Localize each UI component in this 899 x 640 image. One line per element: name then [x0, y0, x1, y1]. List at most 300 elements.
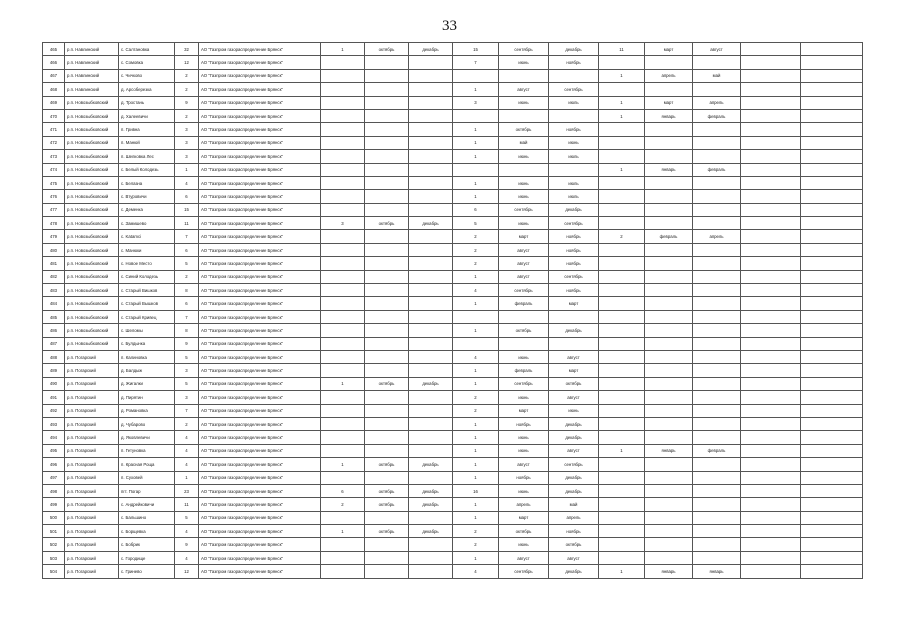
- table-cell: д. Яковлевичи: [119, 431, 175, 444]
- table-cell: 3: [175, 364, 199, 377]
- table-cell: август: [499, 551, 549, 564]
- table-cell: [741, 324, 801, 337]
- table-cell: с. Чичково: [119, 69, 175, 82]
- table-cell: [453, 109, 499, 122]
- table-cell: п. Шелковка Лес: [119, 150, 175, 163]
- table-cell: [321, 270, 365, 283]
- table-cell: [645, 511, 693, 524]
- table-cell: [365, 83, 409, 96]
- table-cell: [741, 190, 801, 203]
- table-cell: декабрь: [549, 43, 599, 56]
- table-cell: [409, 297, 453, 310]
- table-cell: [645, 431, 693, 444]
- table-cell: [409, 163, 453, 176]
- table-cell: 2: [453, 391, 499, 404]
- table-cell: 479: [43, 230, 65, 243]
- table-cell: ноябрь: [549, 525, 599, 538]
- table-cell: [645, 257, 693, 270]
- table-cell: октябрь: [365, 43, 409, 56]
- table-cell: [801, 525, 863, 538]
- table-cell: [409, 404, 453, 417]
- table-cell: март: [549, 364, 599, 377]
- table-cell: ноябрь: [549, 284, 599, 297]
- table-cell: [409, 337, 453, 350]
- table-cell: р.п. Погарский: [65, 484, 119, 497]
- table-cell: [409, 284, 453, 297]
- table-cell: июнь: [499, 176, 549, 189]
- table-cell: [549, 310, 599, 323]
- table-cell: АО "Газпром газораспределение Брянск": [199, 350, 321, 363]
- table-cell: [741, 297, 801, 310]
- table-cell: [365, 391, 409, 404]
- table-cell: АО "Газпром газораспределение Брянск": [199, 284, 321, 297]
- table-cell: 2: [175, 69, 199, 82]
- table-cell: 2: [175, 109, 199, 122]
- table-cell: с. Втуровичи: [119, 190, 175, 203]
- table-cell: октябрь: [499, 123, 549, 136]
- table-cell: [599, 123, 645, 136]
- table-cell: 4: [453, 284, 499, 297]
- table-row: [43, 109, 863, 122]
- table-row: [43, 203, 863, 216]
- table-cell: [801, 176, 863, 189]
- table-cell: [365, 324, 409, 337]
- table-cell: АО "Газпром газораспределение Брянск": [199, 203, 321, 216]
- table-cell: [365, 431, 409, 444]
- table-cell: [801, 69, 863, 82]
- table-cell: [409, 190, 453, 203]
- table-cell: [365, 364, 409, 377]
- table-cell: февраль: [499, 364, 549, 377]
- table-cell: апрель: [693, 96, 741, 109]
- table-cell: [599, 350, 645, 363]
- table-cell: [645, 498, 693, 511]
- table-cell: 480: [43, 243, 65, 256]
- table-cell: [599, 83, 645, 96]
- table-cell: 473: [43, 150, 65, 163]
- table-cell: [645, 404, 693, 417]
- table-cell: март: [499, 404, 549, 417]
- table-cell: [409, 257, 453, 270]
- table-cell: 4: [175, 525, 199, 538]
- table-cell: [321, 404, 365, 417]
- table-cell: [645, 297, 693, 310]
- table-cell: октябрь: [365, 217, 409, 230]
- table-cell: 3: [175, 391, 199, 404]
- table-cell: АО "Газпром газораспределение Брянск": [199, 551, 321, 564]
- table-cell: [693, 377, 741, 390]
- table-cell: март: [499, 511, 549, 524]
- table-cell: [645, 377, 693, 390]
- table-cell: 1: [453, 190, 499, 203]
- table-row: [43, 565, 863, 578]
- table-cell: [693, 176, 741, 189]
- table-cell: [801, 471, 863, 484]
- table-cell: 4: [453, 565, 499, 578]
- table-cell: 2: [453, 257, 499, 270]
- table-cell: [693, 511, 741, 524]
- table-cell: р.п. Новозыбковский: [65, 176, 119, 189]
- table-cell: [365, 230, 409, 243]
- table-cell: [645, 538, 693, 551]
- table-cell: 1: [453, 150, 499, 163]
- table-cell: [365, 511, 409, 524]
- table-cell: р.п. Новозыбковский: [65, 284, 119, 297]
- table-cell: [453, 69, 499, 82]
- table-cell: 7: [175, 404, 199, 417]
- table-cell: [693, 243, 741, 256]
- table-cell: 4: [175, 431, 199, 444]
- table-cell: [321, 324, 365, 337]
- table-cell: [741, 257, 801, 270]
- table-cell: 2: [453, 243, 499, 256]
- table-cell: 483: [43, 284, 65, 297]
- table-cell: [599, 257, 645, 270]
- table-cell: [693, 217, 741, 230]
- table-cell: [693, 150, 741, 163]
- table-cell: пгт. Погар: [119, 484, 175, 497]
- table-cell: д. Романовка: [119, 404, 175, 417]
- table-cell: [365, 150, 409, 163]
- table-cell: 4: [175, 458, 199, 471]
- table-cell: октябрь: [365, 525, 409, 538]
- table-cell: 467: [43, 69, 65, 82]
- table-cell: [409, 538, 453, 551]
- table-cell: 500: [43, 511, 65, 524]
- table-cell: [801, 56, 863, 69]
- table-cell: АО "Газпром газораспределение Брянск": [199, 498, 321, 511]
- table-cell: март: [549, 297, 599, 310]
- table-cell: р.п. Новозыбковский: [65, 150, 119, 163]
- table-cell: 2: [175, 417, 199, 430]
- table-cell: [321, 123, 365, 136]
- table-cell: апрель: [549, 511, 599, 524]
- table-cell: [599, 511, 645, 524]
- table-cell: март: [645, 43, 693, 56]
- table-row: [43, 284, 863, 297]
- table-cell: август: [549, 350, 599, 363]
- table-row: [43, 69, 863, 82]
- table-cell: [365, 310, 409, 323]
- table-cell: [693, 324, 741, 337]
- table-cell: д. Чубарово: [119, 417, 175, 430]
- table-cell: [599, 243, 645, 256]
- table-row: [43, 217, 863, 230]
- table-cell: [409, 444, 453, 457]
- table-cell: [321, 69, 365, 82]
- table-cell: [741, 538, 801, 551]
- table-cell: июнь: [499, 431, 549, 444]
- table-cell: [801, 136, 863, 149]
- table-cell: 2: [453, 525, 499, 538]
- table-cell: 1: [321, 377, 365, 390]
- table-cell: октябрь: [499, 525, 549, 538]
- table-cell: [693, 284, 741, 297]
- table-cell: [801, 498, 863, 511]
- table-cell: 476: [43, 190, 65, 203]
- table-cell: 5: [175, 511, 199, 524]
- table-cell: д. Жигалки: [119, 377, 175, 390]
- table-cell: [321, 444, 365, 457]
- table-cell: [365, 123, 409, 136]
- table-cell: [741, 565, 801, 578]
- table-cell: [693, 257, 741, 270]
- table-cell: [741, 377, 801, 390]
- table-cell: с. Гринево: [119, 565, 175, 578]
- table-cell: [693, 498, 741, 511]
- table-cell: 497: [43, 471, 65, 484]
- table-cell: 1: [175, 163, 199, 176]
- table-cell: 492: [43, 404, 65, 417]
- table-cell: р.п. Погарский: [65, 498, 119, 511]
- table-cell: 15: [175, 203, 199, 216]
- table-cell: р.п. Новозыбковский: [65, 243, 119, 256]
- table-cell: [409, 96, 453, 109]
- table-cell: [599, 391, 645, 404]
- table-cell: 7: [453, 56, 499, 69]
- table-cell: [801, 257, 863, 270]
- table-cell: [801, 364, 863, 377]
- table-cell: [693, 458, 741, 471]
- table-cell: 495: [43, 444, 65, 457]
- table-cell: р.п. Новозыбковский: [65, 190, 119, 203]
- table-cell: р.п. Новозыбковский: [65, 337, 119, 350]
- table-cell: январь: [645, 444, 693, 457]
- table-cell: 1: [453, 377, 499, 390]
- table-cell: р.п. Погарский: [65, 431, 119, 444]
- table-cell: [599, 498, 645, 511]
- table-cell: р.п. Новозыбковский: [65, 123, 119, 136]
- table-cell: 2: [453, 404, 499, 417]
- table-cell: АО "Газпром газораспределение Брянск": [199, 484, 321, 497]
- table-cell: [599, 525, 645, 538]
- table-cell: [693, 310, 741, 323]
- table-cell: 1: [453, 444, 499, 457]
- table-cell: 1: [175, 471, 199, 484]
- table-cell: р.п. Новозыбковский: [65, 270, 119, 283]
- table-cell: 498: [43, 484, 65, 497]
- table-cell: АО "Газпром газораспределение Брянск": [199, 337, 321, 350]
- table-cell: октябрь: [365, 484, 409, 497]
- table-cell: [321, 417, 365, 430]
- table-cell: с. Городище: [119, 551, 175, 564]
- table-row: [43, 243, 863, 256]
- table-cell: сентябрь: [549, 458, 599, 471]
- table-cell: август: [499, 257, 549, 270]
- table-cell: [801, 230, 863, 243]
- table-cell: [409, 243, 453, 256]
- table-cell: [801, 551, 863, 564]
- table-cell: 468: [43, 83, 65, 96]
- table-cell: [741, 203, 801, 216]
- table-row: [43, 324, 863, 337]
- table-cell: сентябрь: [499, 43, 549, 56]
- table-cell: [801, 458, 863, 471]
- table-cell: с. Замишево: [119, 217, 175, 230]
- table-cell: [321, 511, 365, 524]
- table-cell: [365, 350, 409, 363]
- table-cell: декабрь: [549, 203, 599, 216]
- table-cell: АО "Газпром газораспределение Брянск": [199, 217, 321, 230]
- table-cell: д. Балдыж: [119, 364, 175, 377]
- table-cell: [321, 284, 365, 297]
- table-cell: р.п. Новозыбковский: [65, 257, 119, 270]
- table-cell: д. Тростань: [119, 96, 175, 109]
- table-cell: ноябрь: [499, 417, 549, 430]
- table-cell: 2: [453, 538, 499, 551]
- table-cell: 487: [43, 337, 65, 350]
- table-cell: р.п. Погарский: [65, 404, 119, 417]
- table-cell: [693, 123, 741, 136]
- table-cell: 470: [43, 109, 65, 122]
- table-cell: [801, 243, 863, 256]
- table-cell: 490: [43, 377, 65, 390]
- table-cell: АО "Газпром газораспределение Брянск": [199, 310, 321, 323]
- table-cell: июнь: [499, 56, 549, 69]
- table-row: [43, 230, 863, 243]
- table-cell: [801, 417, 863, 430]
- table-row: [43, 551, 863, 564]
- table-cell: 9: [175, 96, 199, 109]
- table-cell: февраль: [499, 297, 549, 310]
- table-cell: [409, 123, 453, 136]
- table-cell: р.п. Погарский: [65, 377, 119, 390]
- table-cell: д. Арсоберезка: [119, 83, 175, 96]
- table-cell: [409, 364, 453, 377]
- table-cell: [599, 284, 645, 297]
- table-cell: [801, 391, 863, 404]
- table-cell: [365, 203, 409, 216]
- table-cell: 4: [175, 444, 199, 457]
- table-cell: 1: [599, 96, 645, 109]
- table-row: [43, 297, 863, 310]
- table-cell: [409, 230, 453, 243]
- table-cell: АО "Газпром газораспределение Брянск": [199, 190, 321, 203]
- table-cell: апрель: [499, 498, 549, 511]
- table-cell: [741, 43, 801, 56]
- table-cell: [409, 136, 453, 149]
- table-cell: 11: [599, 43, 645, 56]
- table-cell: [801, 324, 863, 337]
- table-cell: [741, 217, 801, 230]
- table-cell: апрель: [645, 69, 693, 82]
- table-row: [43, 163, 863, 176]
- table-cell: [321, 83, 365, 96]
- table-cell: [321, 364, 365, 377]
- table-cell: [321, 471, 365, 484]
- table-cell: [599, 484, 645, 497]
- table-cell: [741, 431, 801, 444]
- table-cell: май: [499, 136, 549, 149]
- table-row: [43, 257, 863, 270]
- table-cell: [321, 551, 365, 564]
- table-row: [43, 458, 863, 471]
- table-cell: с. Старый Вышков: [119, 297, 175, 310]
- table-cell: р.п. Новозыбковский: [65, 297, 119, 310]
- table-cell: [741, 83, 801, 96]
- table-cell: [599, 297, 645, 310]
- table-cell: 1: [599, 444, 645, 457]
- table-cell: [409, 431, 453, 444]
- table-cell: с. Борщевка: [119, 525, 175, 538]
- table-cell: 9: [175, 337, 199, 350]
- table-cell: [321, 176, 365, 189]
- table-cell: [741, 484, 801, 497]
- table-cell: 475: [43, 176, 65, 189]
- table-cell: п. Красная Роща: [119, 458, 175, 471]
- table-cell: ноябрь: [549, 257, 599, 270]
- table-cell: декабрь: [549, 471, 599, 484]
- table-cell: р.п. Погарский: [65, 444, 119, 457]
- table-cell: сентябрь: [499, 565, 549, 578]
- table-cell: [801, 109, 863, 122]
- table-cell: июль: [549, 150, 599, 163]
- table-cell: с. Манюки: [119, 243, 175, 256]
- table-cell: АО "Газпром газораспределение Брянск": [199, 377, 321, 390]
- table-cell: с. Шеломы: [119, 324, 175, 337]
- table-cell: январь: [645, 565, 693, 578]
- table-cell: [599, 150, 645, 163]
- table-cell: р.п. Навлинский: [65, 56, 119, 69]
- table-cell: [409, 551, 453, 564]
- table-cell: 4: [175, 551, 199, 564]
- table-row: [43, 431, 863, 444]
- table-cell: АО "Газпром газораспределение Брянск": [199, 83, 321, 96]
- table-cell: р.п. Новозыбковский: [65, 96, 119, 109]
- table-row: [43, 484, 863, 497]
- table-cell: [741, 364, 801, 377]
- table-cell: [365, 337, 409, 350]
- table-cell: 4: [453, 350, 499, 363]
- table-cell: январь: [645, 109, 693, 122]
- table-cell: АО "Газпром газораспределение Брянск": [199, 230, 321, 243]
- table-cell: 1: [599, 69, 645, 82]
- table-cell: [801, 511, 863, 524]
- table-cell: АО "Газпром газораспределение Брянск": [199, 297, 321, 310]
- table-cell: [645, 176, 693, 189]
- table-cell: [599, 458, 645, 471]
- table-cell: [365, 471, 409, 484]
- table-cell: [321, 310, 365, 323]
- table-cell: [693, 56, 741, 69]
- table-cell: [801, 203, 863, 216]
- table-cell: р.п. Погарский: [65, 538, 119, 551]
- table-cell: [741, 471, 801, 484]
- table-cell: [365, 404, 409, 417]
- table-cell: [365, 417, 409, 430]
- table-cell: [599, 176, 645, 189]
- table-cell: [599, 136, 645, 149]
- table-cell: р.п. Погарский: [65, 350, 119, 363]
- table-cell: АО "Газпром газораспределение Брянск": [199, 270, 321, 283]
- table-cell: [645, 203, 693, 216]
- table-cell: [645, 136, 693, 149]
- table-cell: [365, 565, 409, 578]
- table-cell: р.п. Новозыбковский: [65, 136, 119, 149]
- table-cell: АО "Газпром газораспределение Брянск": [199, 257, 321, 270]
- table-cell: [741, 243, 801, 256]
- table-cell: [741, 69, 801, 82]
- table-cell: д. Халеевичи: [119, 109, 175, 122]
- table-cell: 7: [175, 230, 199, 243]
- table-cell: 23: [175, 484, 199, 497]
- table-cell: с. Синий Колодезь: [119, 270, 175, 283]
- table-cell: октябрь: [365, 377, 409, 390]
- table-cell: [453, 163, 499, 176]
- table-cell: сентябрь: [499, 203, 549, 216]
- table-cell: 7: [175, 310, 199, 323]
- table-cell: 1: [453, 458, 499, 471]
